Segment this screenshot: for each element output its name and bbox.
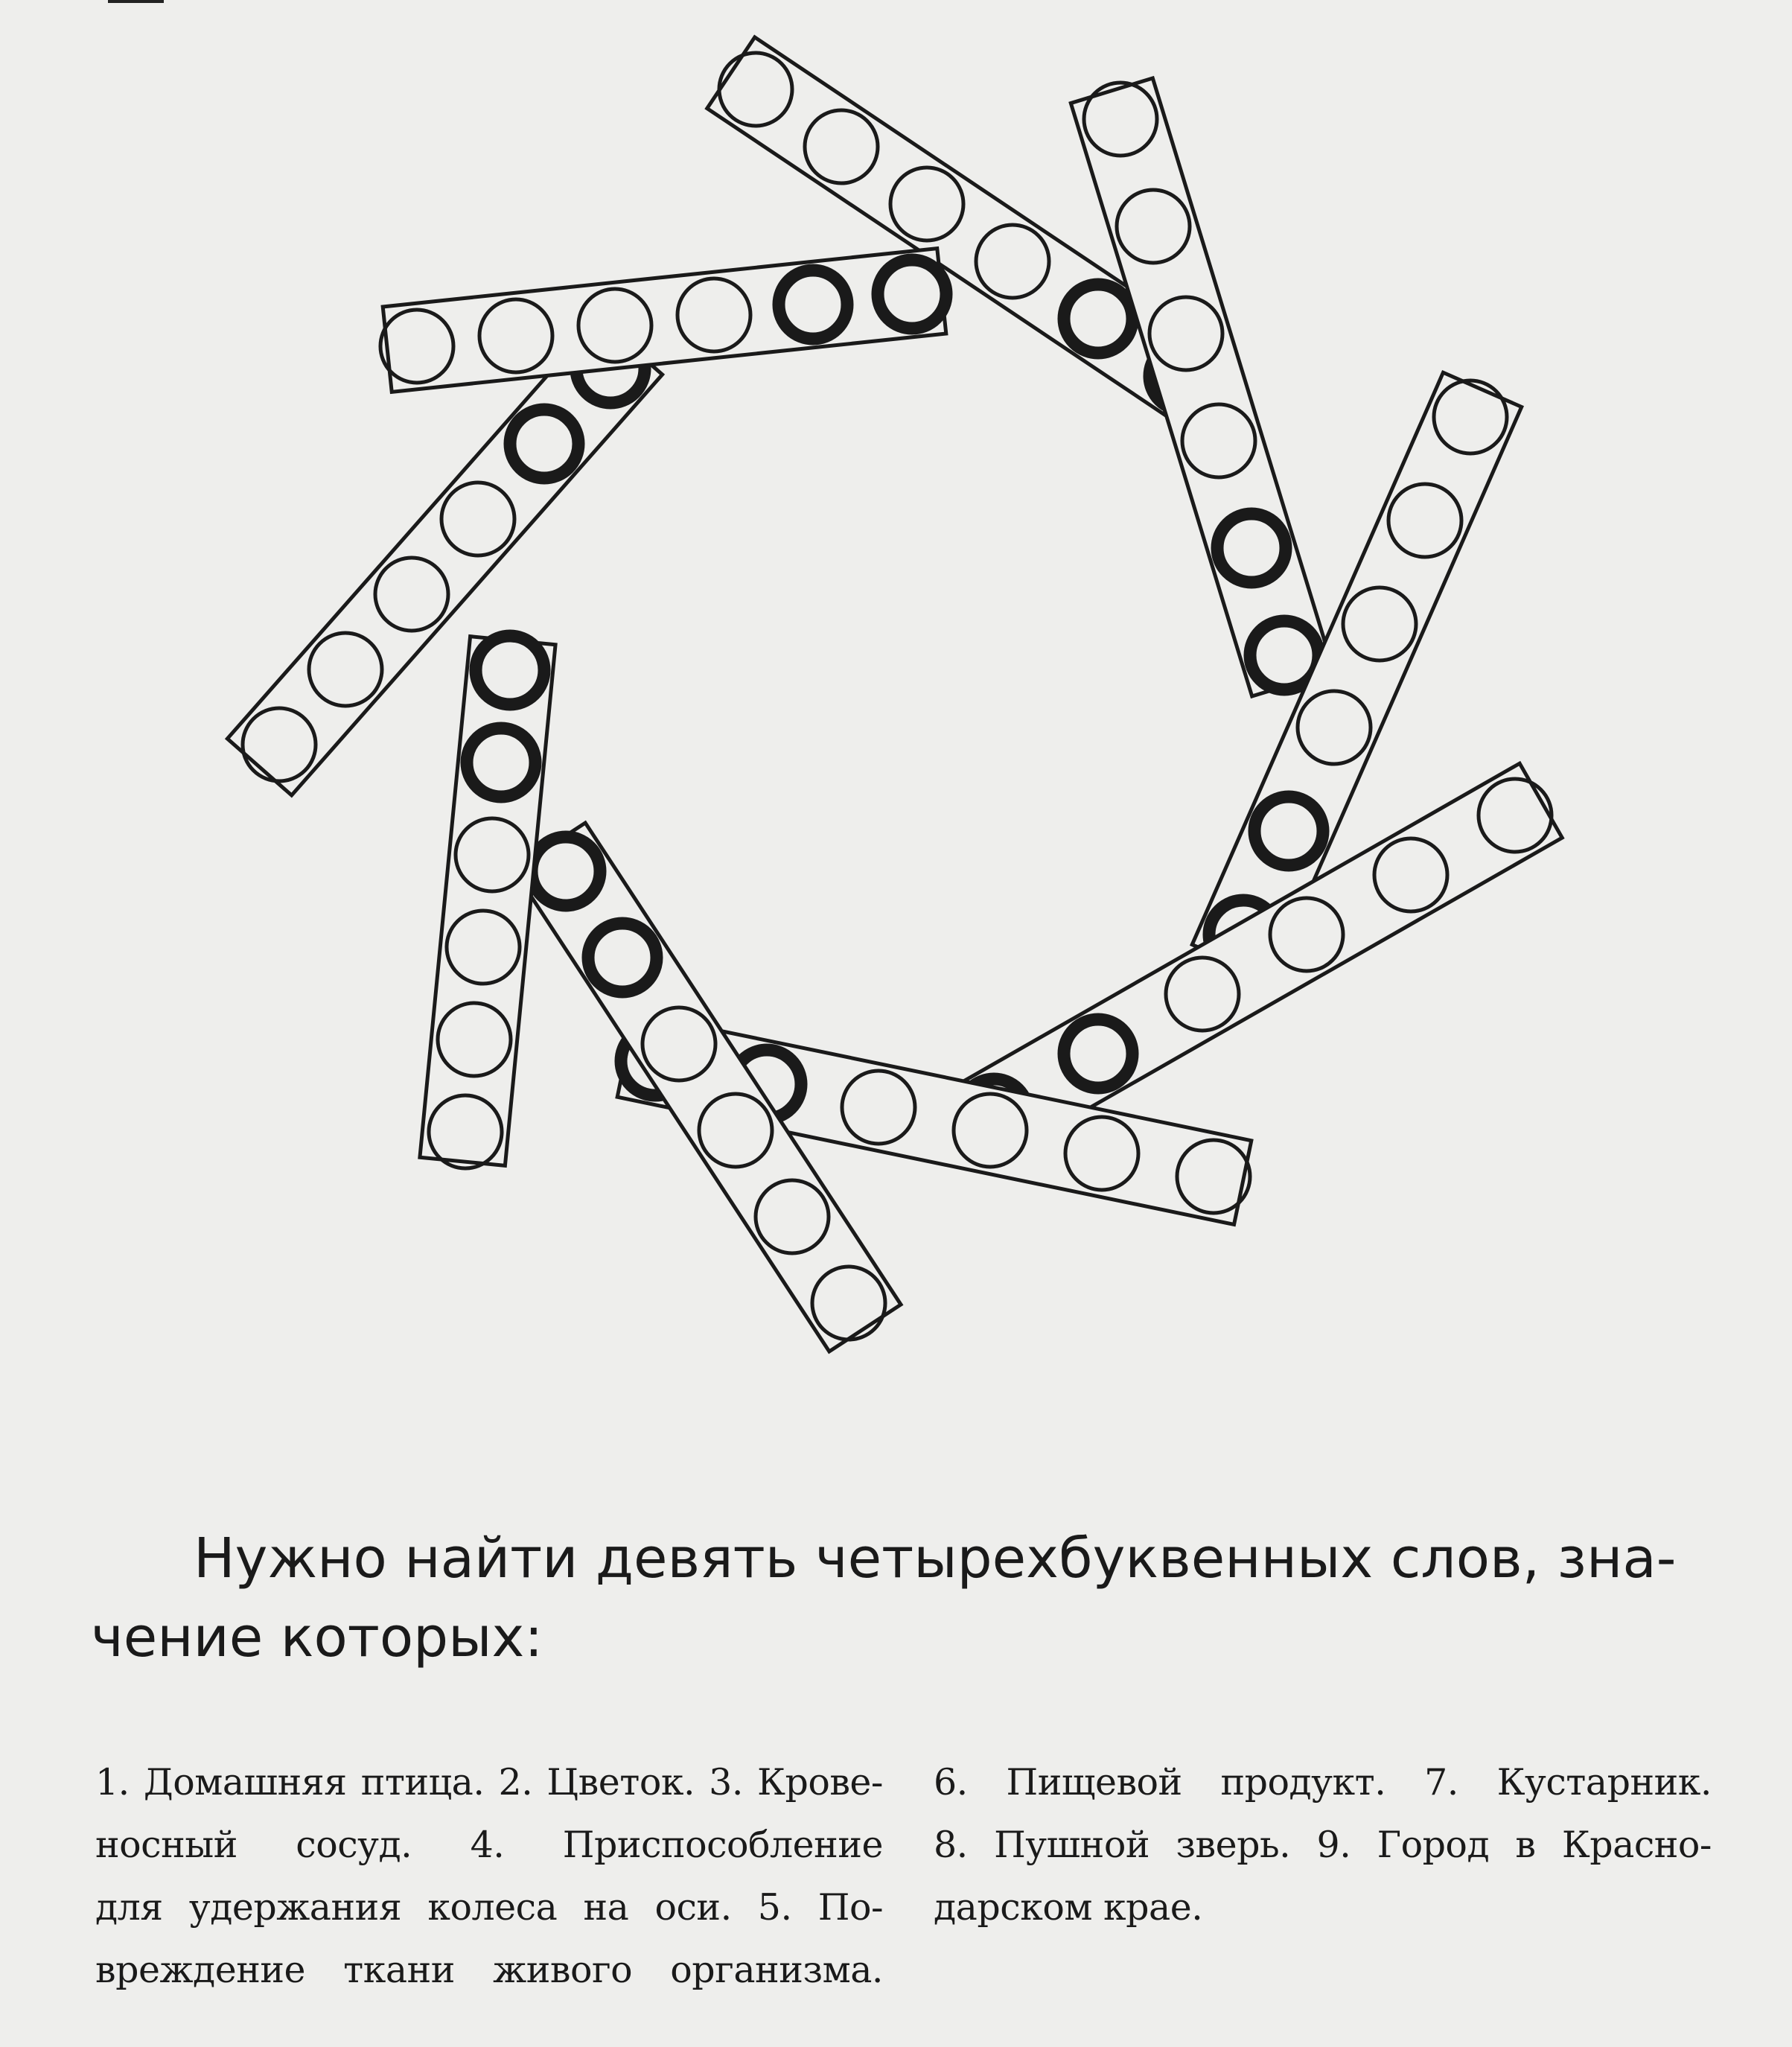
clue-line: носный сосуд. 4. Приспособление — [95, 1824, 883, 1866]
task-intro — [91, 1519, 1714, 1677]
clue-line: 6. Пищевой продукт. 7. Кустарник. — [934, 1761, 1712, 1804]
strip-outline — [1071, 78, 1333, 696]
word-strip-8 — [227, 318, 662, 795]
intro-line-2: чение которых: — [91, 1605, 543, 1669]
strip-outline — [383, 249, 946, 392]
intro-line-1: Нужно найти девять четырехбуквенных слов, зна- — [194, 1527, 1677, 1591]
clue-line: для удержания колеса на оси. 5. По- — [95, 1886, 883, 1929]
clues-column-2 — [934, 1751, 1712, 1939]
clue-line: 8. Пушной зверь. 9. Город в Красно- — [934, 1824, 1712, 1866]
clue-line: вреждение ткани живого организма. — [95, 1949, 883, 1991]
clues-column-1 — [95, 1751, 883, 2002]
clue-line: 1. Домашняя птица. 2. Цветок. 3. Крове- — [95, 1761, 883, 1804]
clue-line: дарском крае. — [934, 1886, 1203, 1929]
word-strip-9 — [380, 249, 946, 392]
strip-outline — [227, 318, 662, 795]
word-strip-2 — [1071, 78, 1333, 696]
